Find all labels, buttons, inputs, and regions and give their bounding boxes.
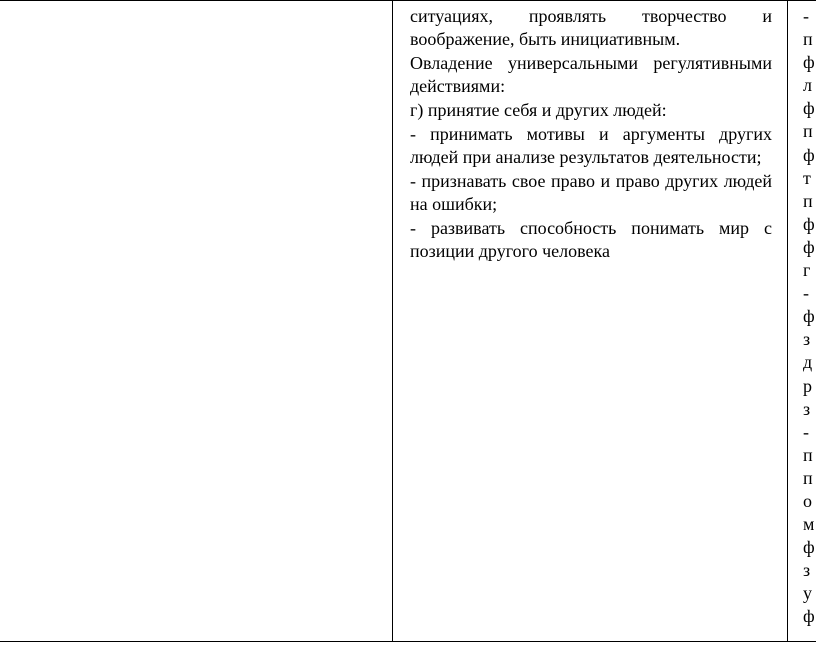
right-cell-line: - [803, 6, 809, 26]
right-cell-line: р [803, 375, 812, 396]
cell-list-item: - развивать способность понимать мир с позиции другого человека [410, 218, 772, 261]
right-cell-line: п [803, 190, 813, 211]
cell-paragraph-heading: Овладение универсальными регулятивными действиями: [410, 53, 772, 96]
right-cell-line: ф [803, 213, 815, 234]
cell-list-item: - признавать свое право и право других людей на ошибки; [410, 171, 772, 214]
right-cell-line: - [803, 421, 809, 442]
right-cell-line: м [803, 514, 815, 535]
right-cell-line: ф [803, 98, 815, 119]
table-cell-right [803, 5, 816, 629]
right-cell-line: п [803, 467, 813, 488]
right-cell-line: з [803, 398, 811, 419]
right-cell-line: ф [803, 144, 815, 165]
right-cell-line: ф [803, 537, 815, 558]
column-divider-left [392, 1, 393, 641]
right-cell-line: з [803, 329, 811, 350]
right-cell-line: т [803, 167, 811, 188]
cell-paragraph-subheading: г) принятие себя и других людей: [410, 100, 667, 120]
right-cell-line: ф [803, 306, 815, 327]
right-cell-line: д [803, 352, 813, 373]
right-cell-line: у [803, 583, 812, 604]
cell-paragraph: ситуациях, проявлять творчество и воображение, быть инициативным. [410, 6, 772, 49]
right-cell-line: ф [803, 606, 815, 627]
right-cell-line: - [803, 283, 809, 304]
table-cell-middle [410, 5, 772, 264]
right-cell-line: л [803, 75, 812, 96]
right-cell-line: г [803, 260, 811, 281]
right-cell-line: п [803, 29, 813, 50]
right-cell-line: п [803, 121, 813, 142]
right-cell-line: з [803, 560, 811, 581]
right-cell-line: о [803, 490, 812, 511]
right-cell-line: п [803, 444, 813, 465]
right-cell-line: ф [803, 236, 815, 257]
column-divider-right [787, 1, 788, 641]
cell-list-item: - принимать мотивы и аргументы других людей при анализе результатов деятельности; [410, 124, 772, 167]
right-cell-line: ф [803, 52, 815, 73]
